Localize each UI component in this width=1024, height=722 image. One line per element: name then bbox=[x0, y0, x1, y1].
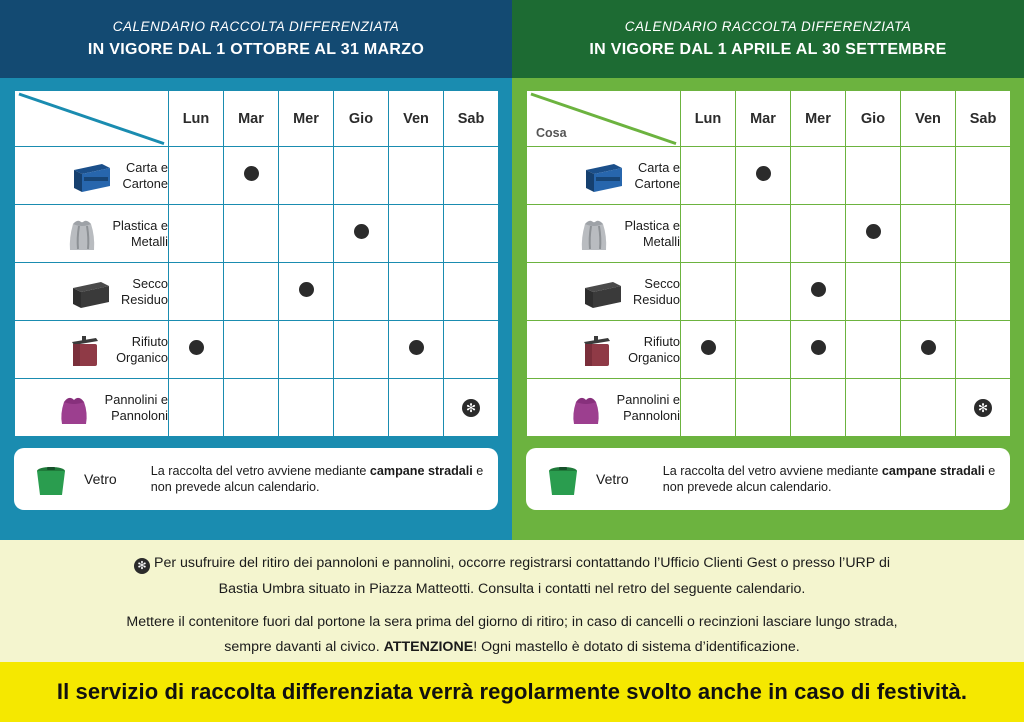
summer-cell-pannolini-gio bbox=[846, 379, 901, 437]
note-paragraph-1-line-1: ✻ Per usufruire del ritiro dei pannoloni e pannolini, occorre registrarsi contattando l’Ufficio Clienti Gest o presso l’URP di bbox=[40, 554, 984, 574]
summer-cell-secco-mar bbox=[736, 263, 791, 321]
summer-category-secco bbox=[527, 263, 681, 321]
summer-cell-secco-lun bbox=[681, 263, 736, 321]
winter-cell-carta-mar bbox=[224, 147, 279, 205]
diagonal-line-icon bbox=[15, 91, 168, 147]
winter-category-secco bbox=[15, 263, 169, 321]
winter-day-header-mar: Mar bbox=[224, 91, 279, 147]
collection-dot bbox=[409, 340, 424, 355]
winter-cell-plastica-mer bbox=[279, 205, 334, 263]
winter-cell-carta-mer bbox=[279, 147, 334, 205]
winter-cell-carta-ven bbox=[389, 147, 444, 205]
winter-day-header-ven: Ven bbox=[389, 91, 444, 147]
winter-cell-pannolini-gio bbox=[334, 379, 389, 437]
winter-cell-secco-ven bbox=[389, 263, 444, 321]
winter-category-pannolini bbox=[15, 379, 169, 437]
winter-cell-pannolini-mar bbox=[224, 379, 279, 437]
winter-category-organico-label: Rifiuto Organico bbox=[116, 334, 168, 365]
table-row bbox=[527, 321, 1011, 379]
summer-glass-label: Vetro bbox=[596, 471, 629, 487]
green-glass-bin-icon bbox=[28, 457, 74, 501]
winter-cell-organico-lun bbox=[169, 321, 224, 379]
collection-dot bbox=[701, 340, 716, 355]
green-glass-bin-icon bbox=[540, 457, 586, 501]
winter-header-title: IN VIGORE DAL 1 OTTOBRE AL 31 MARZO bbox=[87, 41, 425, 58]
winter-cell-secco-lun bbox=[169, 263, 224, 321]
winter-cell-secco-gio bbox=[334, 263, 389, 321]
winter-day-header-sab: Sab bbox=[444, 91, 499, 147]
summer-day-header-lun: Lun bbox=[681, 91, 736, 147]
summer-cell-organico-mer bbox=[791, 321, 846, 379]
winter-glass-label: Vetro bbox=[84, 471, 117, 487]
winter-cell-organico-mar bbox=[224, 321, 279, 379]
winter-category-secco-label: Secco Residuo bbox=[121, 276, 168, 307]
note-paragraph-2-line-2: sempre davanti al civico. ATTENZIONE! Ogni mastello è dotato di sistema d’identificazione. bbox=[224, 639, 800, 656]
table-row bbox=[527, 379, 1011, 437]
winter-cell-carta-gio bbox=[334, 147, 389, 205]
winter-category-organico bbox=[15, 321, 169, 379]
winter-cell-pannolini-mer bbox=[279, 379, 334, 437]
summer-day-header-mer: Mer bbox=[791, 91, 846, 147]
summer-cell-plastica-mer bbox=[791, 205, 846, 263]
asterisk-marker: ✻ bbox=[462, 399, 480, 417]
winter-calendar-panel bbox=[0, 0, 512, 540]
winter-day-header-mer: Mer bbox=[279, 91, 334, 147]
summer-day-header-gio: Gio bbox=[846, 91, 901, 147]
winter-panel-header bbox=[0, 0, 512, 78]
summer-cell-pannolini-mar bbox=[736, 379, 791, 437]
purple-bag-icon bbox=[51, 386, 97, 430]
collection-dot bbox=[244, 166, 259, 181]
summer-corner-cell bbox=[527, 91, 681, 147]
summer-cell-pannolini-ven bbox=[901, 379, 956, 437]
winter-cell-carta-lun bbox=[169, 147, 224, 205]
winter-category-plastica bbox=[15, 205, 169, 263]
winter-cell-pannolini-ven bbox=[389, 379, 444, 437]
summer-glass-text: La raccolta del vetro avviene mediante campane stradali e non prevede alcun calendario. bbox=[662, 463, 996, 494]
collection-dot bbox=[811, 282, 826, 297]
winter-cell-organico-sab bbox=[444, 321, 499, 379]
table-row bbox=[15, 205, 499, 263]
brown-bin-icon bbox=[62, 328, 108, 372]
summer-cell-carta-lun bbox=[681, 147, 736, 205]
collection-dot bbox=[921, 340, 936, 355]
summer-category-organico-label: Rifiuto Organico bbox=[628, 334, 680, 365]
summer-day-header-ven: Ven bbox=[901, 91, 956, 147]
summer-header-subtitle: CALENDARIO RACCOLTA DIFFERENZIATA bbox=[624, 19, 912, 34]
winter-corner-cell bbox=[15, 91, 169, 147]
winter-category-plastica-label: Plastica e Metalli bbox=[112, 218, 168, 249]
summer-cell-organico-sab bbox=[956, 321, 1011, 379]
summer-category-plastica-label: Plastica e Metalli bbox=[624, 218, 680, 249]
winter-cell-plastica-ven bbox=[389, 205, 444, 263]
summer-cell-organico-mar bbox=[736, 321, 791, 379]
asterisk-marker: ✻ bbox=[974, 399, 992, 417]
collection-dot bbox=[354, 224, 369, 239]
winter-calendar-table bbox=[14, 90, 499, 437]
table-row bbox=[15, 321, 499, 379]
summer-cell-secco-gio bbox=[846, 263, 901, 321]
summer-corner-label: Cosa bbox=[536, 126, 567, 140]
note-paragraph-2-line-1: Mettere il contenitore fuori dal portone la sera prima del giorno di ritiro; in caso di cancelli o recinzioni lasciare lungo strada, bbox=[126, 614, 898, 631]
winter-header-subtitle: CALENDARIO RACCOLTA DIFFERENZIATA bbox=[112, 19, 400, 34]
summer-category-carta-label: Carta e Cartone bbox=[634, 160, 680, 191]
table-row bbox=[527, 205, 1011, 263]
collection-dot bbox=[299, 282, 314, 297]
summer-day-header-sab: Sab bbox=[956, 91, 1011, 147]
winter-cell-secco-mer bbox=[279, 263, 334, 321]
summer-category-organico bbox=[527, 321, 681, 379]
summer-cell-pannolini-sab bbox=[956, 379, 1011, 437]
summer-cell-secco-mer bbox=[791, 263, 846, 321]
summer-cell-carta-mer bbox=[791, 147, 846, 205]
table-row bbox=[15, 263, 499, 321]
summer-cell-plastica-mar bbox=[736, 205, 791, 263]
winter-table-header-row bbox=[15, 91, 499, 147]
winter-day-header-lun: Lun bbox=[169, 91, 224, 147]
brown-bin-icon bbox=[574, 328, 620, 372]
festivity-banner-text: Il servizio di raccolta differenziata verrà regolarmente svolto anche in caso di festività. bbox=[56, 679, 968, 704]
summer-day-header-mar: Mar bbox=[736, 91, 791, 147]
summer-calendar-table bbox=[526, 90, 1011, 437]
summer-cell-plastica-gio bbox=[846, 205, 901, 263]
winter-category-carta-label: Carta e Cartone bbox=[122, 160, 168, 191]
winter-cell-plastica-sab bbox=[444, 205, 499, 263]
winter-cell-pannolini-sab bbox=[444, 379, 499, 437]
blue-bin-icon bbox=[580, 154, 626, 198]
summer-cell-carta-sab bbox=[956, 147, 1011, 205]
note-paragraph-1-line-2: Bastia Umbra situato in Piazza Matteotti. Consulta i contatti nel retro del seguente calendario. bbox=[218, 581, 806, 597]
festivity-banner bbox=[0, 662, 1024, 722]
summer-cell-pannolini-lun bbox=[681, 379, 736, 437]
black-bin-icon bbox=[67, 270, 113, 314]
summer-header-title: IN VIGORE DAL 1 APRILE AL 30 SETTEMBRE bbox=[589, 41, 947, 58]
summer-cell-organico-ven bbox=[901, 321, 956, 379]
summer-cell-plastica-sab bbox=[956, 205, 1011, 263]
asterisk-marker: ✻ bbox=[134, 558, 150, 574]
summer-cell-pannolini-mer bbox=[791, 379, 846, 437]
winter-cell-plastica-mar bbox=[224, 205, 279, 263]
winter-cell-plastica-lun bbox=[169, 205, 224, 263]
winter-cell-carta-sab bbox=[444, 147, 499, 205]
summer-category-carta bbox=[527, 147, 681, 205]
collection-dot bbox=[811, 340, 826, 355]
winter-cell-pannolini-lun bbox=[169, 379, 224, 437]
summer-cell-organico-lun bbox=[681, 321, 736, 379]
blue-bin-icon bbox=[68, 154, 114, 198]
winter-cell-plastica-gio bbox=[334, 205, 389, 263]
summer-calendar-panel bbox=[512, 0, 1024, 540]
grey-bag-icon bbox=[571, 212, 617, 256]
winter-day-header-gio: Gio bbox=[334, 91, 389, 147]
summer-category-secco-label: Secco Residuo bbox=[633, 276, 680, 307]
table-row bbox=[15, 379, 499, 437]
winter-glass-note bbox=[14, 448, 498, 510]
table-row bbox=[527, 263, 1011, 321]
collection-dot bbox=[189, 340, 204, 355]
notes-section bbox=[0, 540, 1024, 662]
summer-category-plastica bbox=[527, 205, 681, 263]
summer-cell-carta-gio bbox=[846, 147, 901, 205]
summer-cell-secco-ven bbox=[901, 263, 956, 321]
summer-cell-secco-sab bbox=[956, 263, 1011, 321]
winter-cell-organico-ven bbox=[389, 321, 444, 379]
grey-bag-icon bbox=[59, 212, 105, 256]
winter-cell-secco-mar bbox=[224, 263, 279, 321]
summer-cell-plastica-lun bbox=[681, 205, 736, 263]
summer-cell-organico-gio bbox=[846, 321, 901, 379]
winter-glass-text: La raccolta del vetro avviene mediante campane stradali e non prevede alcun calendario. bbox=[150, 463, 484, 494]
summer-panel-header bbox=[512, 0, 1024, 78]
summer-table-header-row bbox=[527, 91, 1011, 147]
winter-cell-organico-gio bbox=[334, 321, 389, 379]
winter-panel-body bbox=[0, 78, 512, 524]
table-row bbox=[15, 147, 499, 205]
summer-cell-carta-ven bbox=[901, 147, 956, 205]
table-row bbox=[527, 147, 1011, 205]
purple-bag-icon bbox=[563, 386, 609, 430]
winter-cell-secco-sab bbox=[444, 263, 499, 321]
winter-category-pannolini-label: Pannolini e Pannoloni bbox=[104, 392, 168, 423]
summer-panel-body bbox=[512, 78, 1024, 524]
collection-dot bbox=[756, 166, 771, 181]
winter-cell-organico-mer bbox=[279, 321, 334, 379]
summer-cell-plastica-ven bbox=[901, 205, 956, 263]
summer-category-pannolini bbox=[527, 379, 681, 437]
black-bin-icon bbox=[579, 270, 625, 314]
summer-category-pannolini-label: Pannolini e Pannoloni bbox=[616, 392, 680, 423]
winter-category-carta bbox=[15, 147, 169, 205]
summer-glass-note bbox=[526, 448, 1010, 510]
collection-dot bbox=[866, 224, 881, 239]
summer-cell-carta-mar bbox=[736, 147, 791, 205]
